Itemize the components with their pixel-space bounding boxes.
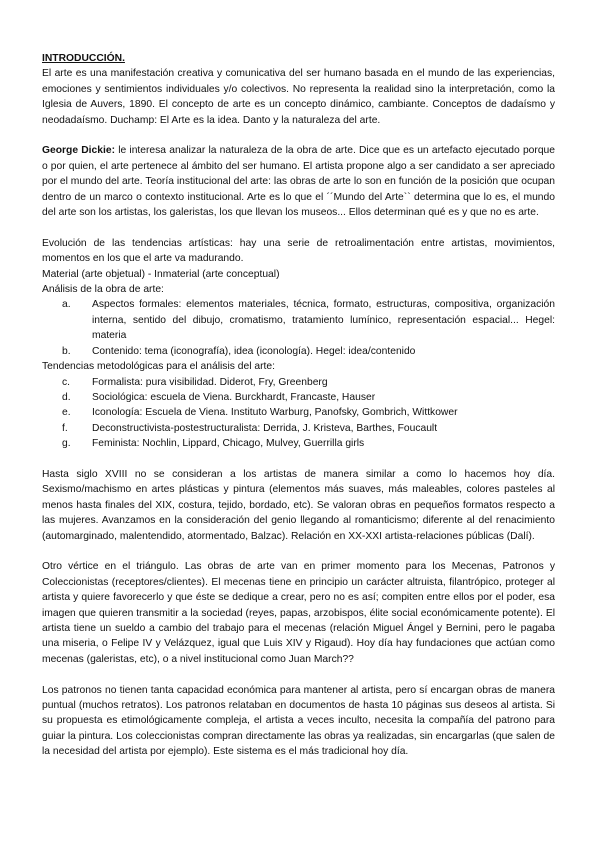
intro-section [42,51,555,128]
list-marker: g. [62,438,71,450]
dickie-paragraph [42,143,555,220]
list-item [42,390,555,405]
list-marker: e. [62,407,71,419]
list-item [42,436,555,451]
tendencias-section [42,236,555,452]
analysis-heading: Análisis de la obra de arte: [42,284,164,296]
list-item-text: Formalista: pura visibilidad. Diderot, Fry, Greenberg [92,376,328,388]
collectors-paragraph: Los patronos no tienen tanta capacidad económica para mantener al artista, pero sí encargan obras de manera puntual (muchos retratos). Los patronos relataban en documentos de hasta 10 páginas sus deseos al artista. Si su propuesta es etimológicamente compleja, el artista a veces inculto, necesita la compañía del patrono para guiar la pintura. Los coleccionistas compran directamente las obras ya realizadas, sin encargarlas (que salen de la necesidad del artista por ejemplo). Este sistema es el más tradicional hoy día. [42,684,555,758]
list-item [42,297,555,343]
analysis-list [42,297,555,359]
list-item [42,344,555,359]
methods-heading: Tendencias metodológicas para el análisis del arte: [42,361,275,373]
artist-status-paragraph: Hasta siglo XVIII no se consideran a los artistas de manera similar a como lo hacemos hoy día. Sexismo/machismo en artes plásticas y pintura (elementos más suaves, más maleables, colores pasteles al menos hasta finales del XIX, costura, tejido, bordado, etc). Se valoran obras en pequeños formatos respecto a las mujeres. Avanzamos en la consideración del genio llegando al romanticismo; diferente al del renacimiento (automarginado, malentendido, atormentado, Balzac). Relación en XX-XXI artista-relaciones públicas (Dalí). [42,468,555,542]
list-item [42,405,555,420]
document-body [42,51,555,775]
intro-paragraph: El arte es una manifestación creativa y comunicativa del ser humano basada en el mundo de las experiencias, emociones y sentimientos individuales y/o colectivos. No representa la realidad sino la interpretación, como la Iglesia de Auvers, 1890. El concepto de arte es un concepto dinámico, cambiante. Conceptos de dadaísmo y neodadaísmo. Duchamp: El Arte es la idea. Danto y la naturaleza del arte. [42,68,555,126]
list-item [42,375,555,390]
list-marker: c. [62,376,71,388]
list-item-text: Contenido: tema (iconografía), idea (iconología). Hegel: idea/contenido [92,345,416,357]
patrons-paragraph: Otro vértice en el triángulo. Las obras de arte van en primer momento para los Mecenas, Patronos y Coleccionistas (receptores/clientes). El mecenas tiene en principio un carácter altruista, filantrópico, proteger al artista y quiere favorecerlo y que éste se dedique a crear, pero no es así; compiten entre ellos por el poder, esa imagen que quieren transmitir a la sociedad (reyes, papas, arzobispos, élite social económicamente potente). El artista tiene un sueldo a cambio del trabajo para el mecenas (relación Miguel Ángel y Bernini, pero le pagaba una miseria, o Felipe IV y Velázquez, igual que Luis XIV y Rigaud). Hoy día hay fundaciones que actúan como mecenas (galeristas, etc), o a nivel institucional como Juan March?? [42,561,555,665]
section-title: INTRODUCCIÓN. [42,53,125,64]
list-item-text: Sociológica: escuela de Viena. Burckhardt, Francaste, Hauser [92,391,376,403]
list-item-text: Deconstructivista-postestructuralista: Derrida, J. Kristeva, Barthes, Foucault [92,422,438,434]
material-line: Material (arte objetual) - Inmaterial (arte conceptual) [42,268,280,280]
list-marker: d. [62,391,71,403]
list-marker: a. [62,299,71,311]
list-marker: b. [62,345,71,357]
dickie-text: le interesa analizar la naturaleza de la obra de arte. Dice que es un artefacto ejecutado porque o por quien, el arte pertenece al ámbito del ser humano. El artista propone algo a ser candidato a ser apreciado por el mundo del arte. Teoría institucional del arte: las obras de arte lo son en función de la posición que ocupan dentro de un marco o contexto institucional. Arte es lo que el ´´Mundo del Arte`` determina que lo es, el mundo del arte son los artistas, los galeristas, los que llevan los museos... Ellos determinan qué es y que no es arte. [42,145,556,219]
methods-list [42,375,555,452]
list-marker: f. [62,422,68,434]
tendencias-intro: Evolución de las tendencias artísticas: hay una serie de retroalimentación entre artistas, movimientos, momentos en los que el arte va madurando. [42,237,555,265]
dickie-name: George Dickie: [42,145,116,157]
list-item [42,421,555,436]
list-item-text: Aspectos formales: elementos materiales, técnica, formato, estructuras, compositiva, organización interna, sentido del dibujo, cromatismo, tratamiento lumínico, representación espacial... Hegel: materia [92,299,555,342]
list-item-text: Iconología: Escuela de Viena. Instituto Warburg, Panofsky, Gombrich, Wittkower [92,407,458,419]
list-item-text: Feminista: Nochlin, Lippard, Chicago, Mulvey, Guerrilla girls [92,438,365,450]
